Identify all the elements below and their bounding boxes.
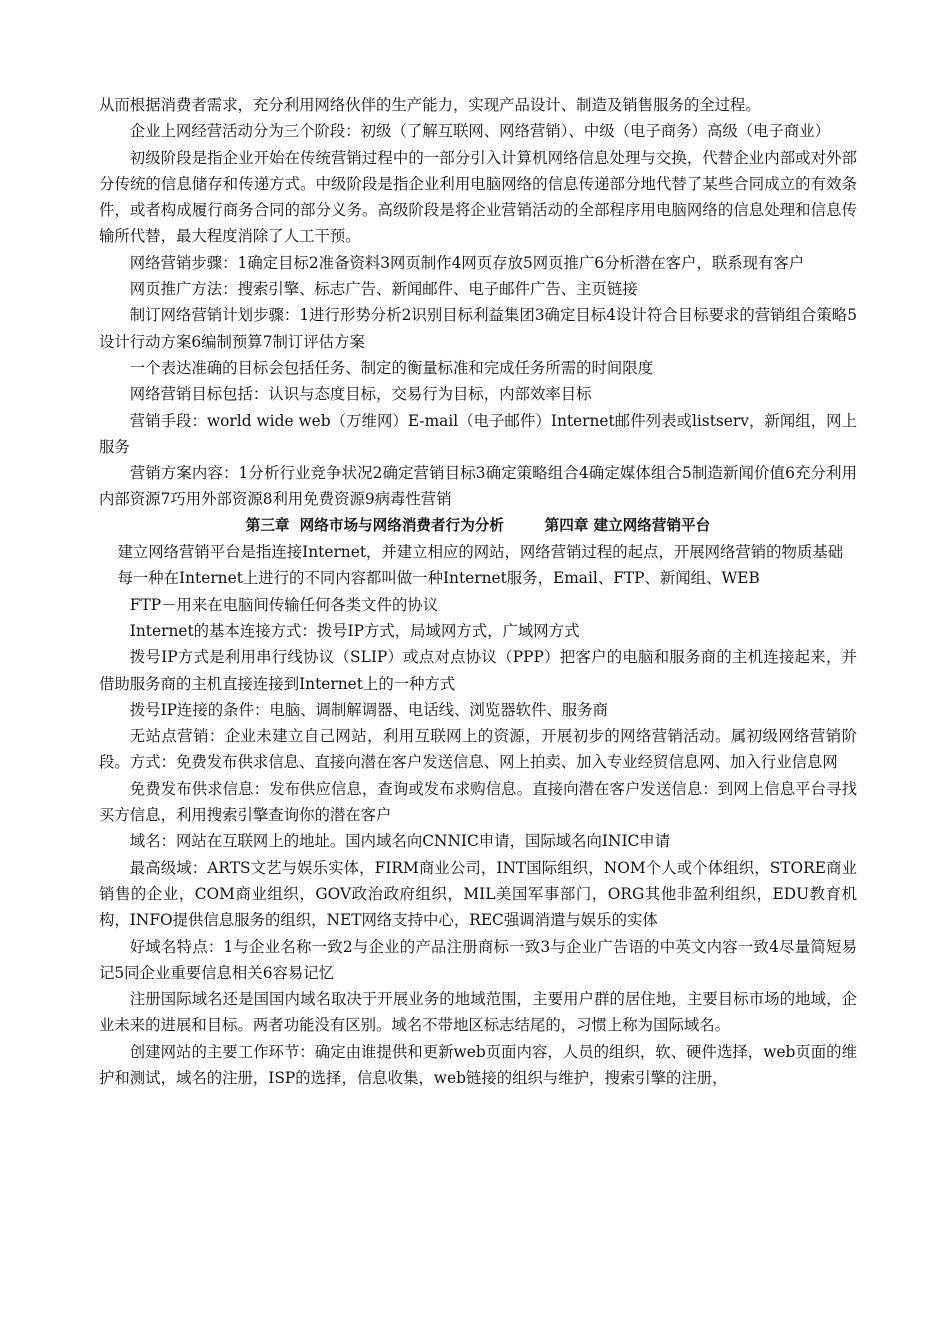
- paragraph-planning-steps: 制订网络营销计划步骤：1进行形势分析2识别目标利益集团3确定目标4设计符合目标要求的营销组合策略5设计行动方案6编制预算7制订评估方案: [99, 306, 857, 351]
- paragraph-plan-contents: 营销方案内容：1分析行业竞争状况2确定营销目标3确定策略组合4确定媒体组合5制造新闻价值6充分利用内部资源7巧用外部资源8利用免费资源9病毒性营销: [99, 464, 857, 509]
- paragraph-platform-definition: 建立网络营销平台是指连接Internet，并建立相应的网站，网络营销过程的起点，开展网络营销的物质基础: [117, 543, 844, 562]
- paragraph-promotion-methods: 网页推广方法：搜索引擎、标志广告、新闻邮件、电子邮件广告、主页链接: [129, 280, 638, 299]
- paragraph-stage-definitions: 初级阶段是指企业开始在传统营销过程中的一部分引入计算机网络信息处理与交换，代替企业内部或对外部分传统的信息储存和传递方式。中级阶段是指企业利用电脑网络的信息传递部分地代替了某些合同成立的有效条件，或者构成履行商务合同的部分义务。高级阶段是将企业营销活动的全部程序用电脑网络的信息处理和信息传输所代替，最大程度消除了人工干预。: [99, 148, 857, 246]
- paragraph-marketing-means: 营销手段：world wide web（万维网）E-mail（电子邮件）Internet邮件列表或listserv，新闻组，网上服务: [99, 411, 857, 456]
- paragraph-dialup-definition: 拨号IP方式是利用串行线协议（SLIP）或点对点协议（PPP）把客户的电脑和服务商的主机连接起来，并借助服务商的主机直接连接到Internet上的一种方式: [99, 648, 857, 693]
- paragraph-top-level-domains: 最高级域：ARTS文艺与娱乐实体，FIRM商业公司，INT国际组织，NOM个人或个体组织，STORE商业销售的企业，COM商业组织，GOV政治政府组织，MIL美国军事部门，ORG其他非盈利组织，EDU教育机构，INFO提供信息服务的组织，NET网络支持中心，REC强调消遣与娱乐的实体: [99, 858, 857, 930]
- paragraph-good-domain-traits: 好域名特点：1与企业名称一致2与企业的产品注册商标一致3与企业广告语的中英文内容一致4尽量简短易记5同企业重要信息相关6容易记忆: [99, 937, 857, 982]
- paragraph-domain-name: 域名：网站在互联网上的地址。国内域名向CNNIC申请，国际域名向INIC申请: [129, 832, 671, 851]
- paragraph-website-creation: 创建网站的主要工作环节：确定由谁提供和更新web页面内容，人员的组织，软、硬件选择，web页面的维护和测试，域名的注册，ISP的选择，信息收集，web链接的组织与维护，搜索引擎的注册，: [99, 1042, 857, 1087]
- document-page: [99, 92, 857, 1091]
- paragraph-internet-services: 每一种在Internet上进行的不同内容都叫做一种Internet服务，Email、FTP、新闻组、WEB: [117, 569, 760, 588]
- paragraph-siteless-marketing: 无站点营销：企业未建立自己网站，利用互联网上的资源，开展初步的网络营销活动。属初级网络营销阶段。方式：免费发布供求信息、直接向潜在客户发送信息、网上拍卖、加入专业经贸信息网、加入行业信息网: [99, 727, 857, 772]
- paragraph-marketing-goals: 网络营销目标包括：认识与态度目标，交易行为目标，内部效率目标: [129, 385, 592, 404]
- paragraph-free-publishing: 免费发布供求信息：发布供应信息，查询或发布求购信息。直接向潜在客户发送信息：到网上信息平台寻找买方信息，利用搜索引擎查询你的潜在客户: [99, 779, 857, 825]
- paragraph-marketing-steps: 网络营销步骤：1确定目标2准备资料3网页制作4网页存放5网页推广6分析潜在客户，联系现有客户: [129, 253, 805, 272]
- paragraph-online-stages: 企业上网经营活动分为三个阶段：初级（了解互联网、网络营销）、中级（电子商务）高级（电子商业）: [129, 122, 831, 141]
- paragraph-connection-methods: Internet的基本连接方式：拨号IP方式，局域网方式，广域网方式: [129, 621, 580, 640]
- paragraph-goal-definition: 一个表达准确的目标会包括任务、制定的衡量标准和完成任务所需的时间限度: [129, 358, 654, 377]
- chapter-heading: 第三章 网络市场与网络消费者行为分析 第四章 建立网络营销平台: [245, 516, 711, 534]
- paragraph-ftp: FTP－用来在电脑间传输任何各类文件的协议: [129, 595, 439, 614]
- paragraph-dialup-requirements: 拨号IP连接的条件：电脑、调制解调器、电话线、浏览器软件、服务商: [129, 700, 608, 719]
- paragraph-lifecycle: 从而根据消费者需求，充分利用网络伙伴的生产能力，实现产品设计、制造及销售服务的全过程。: [99, 96, 761, 114]
- paragraph-domain-choice: 注册国际域名还是国国内域名取决于开展业务的地域范围，主要用户群的居住地，主要目标市场的地域，企业未来的进展和目标。两者功能没有区别。域名不带地区标志结尾的，习惯上称为国际域名。: [99, 990, 857, 1035]
